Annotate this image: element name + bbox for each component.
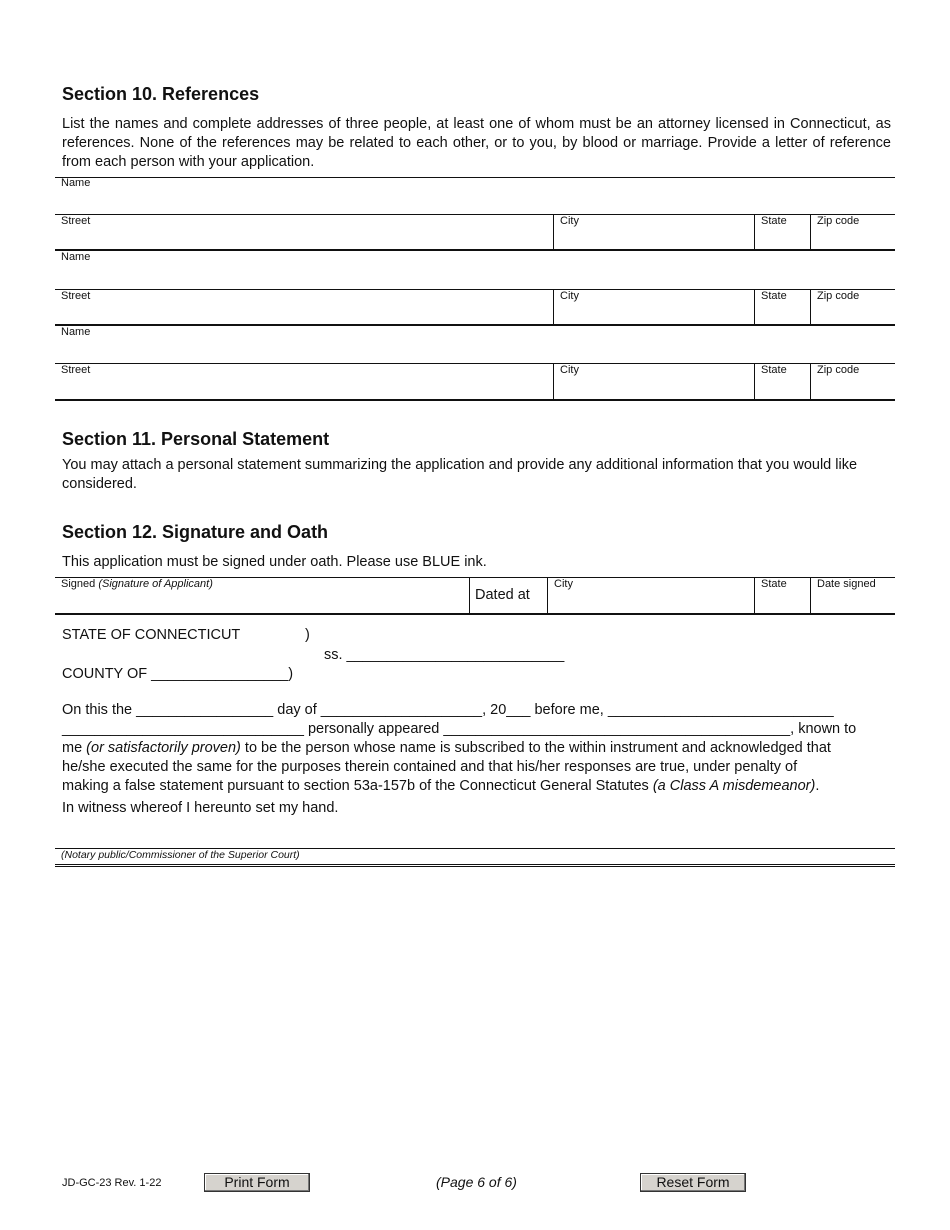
zip-label: Zip code	[817, 364, 860, 376]
state-label: State	[761, 215, 787, 227]
section-11-text: You may attach a personal statement summarizing the application and provide any additional information that you would like considered.	[62, 457, 858, 492]
section-10-title: Section 10. References	[62, 84, 260, 104]
street-label: Street	[61, 364, 91, 376]
date-signed-field[interactable]	[810, 578, 895, 613]
ss-line: ss. ___________________________	[324, 647, 565, 663]
reference-2-state-field[interactable]	[754, 290, 810, 324]
reference-3-zip-field[interactable]	[810, 364, 895, 399]
signed-label: Signed	[61, 578, 96, 590]
city-label: City	[560, 290, 579, 302]
section-12-title: Section 12. Signature and Oath	[62, 522, 329, 542]
date-signed-label: Date signed	[817, 578, 876, 590]
reference-3-street-field[interactable]	[55, 364, 553, 399]
city-label: City	[554, 578, 573, 590]
notary-signature-field[interactable]	[55, 848, 895, 867]
venue-paren: )	[305, 627, 310, 643]
name-label: Name	[61, 251, 91, 263]
reference-1-city-field[interactable]	[553, 215, 754, 249]
reference-2-street-field[interactable]	[55, 290, 553, 324]
dated-at-label: Dated at	[475, 587, 530, 603]
jurat-line-2: ______________________________ personally appeared ___________________________________________, known to	[62, 721, 857, 737]
section-10-intro: List the names and complete addresses of three people, at least one of whom must be an attorney licensed in Connecticut, as references. None of the references may be related to each other, or to you, by blood or marriage. Provide a letter of reference from each person with your application.	[62, 116, 891, 170]
reference-1-name-field[interactable]	[55, 177, 895, 214]
jurat-line-3: me (or satisfactorily proven) to be the person whose name is subscribed to the within instrument and acknowledged that	[62, 740, 831, 756]
reference-3-state-field[interactable]	[754, 364, 810, 399]
reference-3-name-field[interactable]	[55, 327, 895, 363]
jurat-line-4: he/she executed the same for the purposes therein contained and that his/her responses are true, under penalty of	[62, 759, 798, 775]
reference-3-city-field[interactable]	[553, 364, 754, 399]
section-12-instruction: This application must be signed under oath. Please use BLUE ink.	[62, 554, 487, 570]
print-form-button[interactable]: Print Form	[204, 1173, 310, 1192]
reference-1-address-row	[55, 214, 895, 251]
state-label: State	[761, 578, 787, 590]
zip-label: Zip code	[817, 290, 860, 302]
city-label: City	[560, 364, 579, 376]
name-label: Name	[61, 326, 91, 338]
reference-2-city-field[interactable]	[553, 290, 754, 324]
street-label: Street	[61, 215, 91, 227]
jurat-line-5: making a false statement pursuant to section 53a-157b of the Connecticut General Statutes (a Class A misdemeanor).	[62, 778, 820, 794]
signed-hint: (Signature of Applicant)	[98, 578, 213, 590]
name-label: Name	[61, 177, 91, 189]
state-of-connecticut: STATE OF CONNECTICUT	[62, 627, 241, 643]
reference-2-address-row	[55, 289, 895, 326]
state-label: State	[761, 290, 787, 302]
reference-1-street-field[interactable]	[55, 215, 553, 249]
witness-line: In witness whereof I hereunto set my hand.	[62, 800, 339, 816]
notary-label: (Notary public/Commissioner of the Superior Court)	[61, 849, 300, 861]
jurat-line-1: On this the _________________ day of ____________________, 20___ before me, ____________________________	[62, 702, 834, 718]
reference-1-zip-field[interactable]	[810, 215, 895, 249]
reset-form-button[interactable]: Reset Form	[640, 1173, 746, 1192]
signature-row	[55, 577, 895, 615]
state-label: State	[761, 364, 787, 376]
section-11-title: Section 11. Personal Statement	[62, 429, 330, 449]
dated-at-cell	[469, 578, 547, 613]
page-number: (Page 6 of 6)	[436, 1174, 517, 1190]
reference-1-state-field[interactable]	[754, 215, 810, 249]
county-of-line: COUNTY OF _________________)	[62, 666, 294, 682]
reference-3-address-row	[55, 363, 895, 401]
street-label: Street	[61, 290, 91, 302]
zip-label: Zip code	[817, 215, 860, 227]
applicant-signature-field[interactable]	[55, 578, 469, 613]
reference-2-zip-field[interactable]	[810, 290, 895, 324]
signature-city-field[interactable]	[547, 578, 754, 613]
city-label: City	[560, 215, 579, 227]
form-id: JD-GC-23 Rev. 1-22	[62, 1177, 162, 1189]
reference-2-name-field[interactable]	[55, 252, 895, 289]
signature-state-field[interactable]	[754, 578, 810, 613]
